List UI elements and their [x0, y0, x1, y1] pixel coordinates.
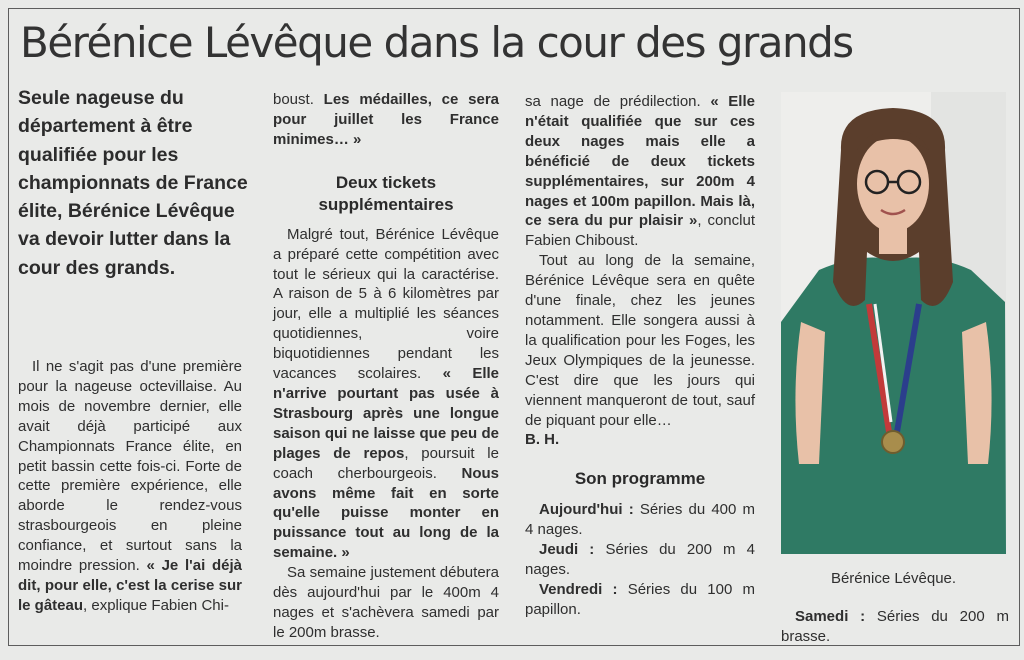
paragraph: Tout au long de la semaine, Bérénice Lévêque sera en quête d'une finale, chez les jeunes notamment. Elle songera aussi à la qualification pour les Foges, les Jeux Olympiques de la jeunesse. C'est dire que les jours qui viennent manqueront de tout, sauf de piquant pour elle… — [525, 252, 755, 429]
author-signature — [525, 430, 755, 450]
section-heading: Son programme — [574, 469, 706, 489]
paragraph — [273, 90, 499, 150]
photo-caption: Bérénice Lévêque. — [830, 570, 957, 587]
quote: « Elle n'arrive pourtant pas usée à Strasbourg après une longue saison qui ne laisse que peu de plages de repos — [273, 365, 499, 462]
schedule-item — [525, 540, 755, 580]
paragraph — [273, 225, 499, 563]
paragraph-text: , poursuit le coach cherbourgeois. — [273, 444, 499, 482]
athlete-photo — [781, 92, 1006, 554]
schedule-item — [525, 500, 755, 540]
paragraph-text: , explique Fabien Chi- — [83, 596, 229, 614]
schedule-day: Aujourd'hui : — [539, 501, 634, 519]
signature-text: B. H. — [525, 431, 560, 449]
article-column-2 — [273, 90, 499, 643]
paragraph-text: boust. — [273, 91, 324, 108]
section-heading: Deux tickets supplémentaires — [318, 172, 454, 214]
quote: Les médailles, ce sera pour juillet les France minimes… » — [273, 91, 500, 148]
schedule-day: Samedi : — [795, 608, 866, 625]
article-headline: Bérénice Lévêque dans la cour des grands — [20, 18, 853, 67]
paragraph — [18, 357, 242, 616]
schedule-item — [525, 580, 755, 620]
paragraph-text: Malgré tout, Bérénice Lévêque a préparé cette compétition avec tout le sérieux qui la caractérise. A raison de 5 à 6 kilomètres par jour, elle a multiplié les séances quotidiennes, voire biquotidiennes pendant les vacances scolaires. — [273, 225, 499, 383]
article-column-3 — [525, 92, 755, 620]
paragraph-text: Il ne s'agit pas d'une première pour la nageuse octevillaise. Au mois de novembre dernier, elle avait déjà participé aux Championnats France élite, en petit bassin cette fois-ci. Forte de cette première expérience, elle aborde le rendez-vous strasbourgeois en pleine confiance, et surtout sans la moindre pression. — [18, 358, 242, 575]
schedule-day: Jeudi : — [539, 541, 595, 559]
quote: « Je l'ai déjà dit, pour elle, c'est la cerise sur le gâteau — [18, 557, 242, 614]
schedule-event: Séries du 200 m brasse. — [781, 608, 1009, 645]
paragraph: Sa semaine justement débutera dès aujourd'hui par le 400m 4 nages et s'achèvera samedi par le 200m brasse. — [273, 564, 499, 641]
schedule-event: Séries du 100 m papillon. — [525, 580, 755, 618]
quote: « Elle n'était qualifiée que sur ces deux nages mais elle a bénéficié de deux tickets supplémentaires, sur 200m 4 nages et 100m papillon. Mais là, ce sera du pur plaisir » — [525, 93, 755, 230]
schedule-event: Séries du 200 m 4 nages. — [525, 541, 756, 579]
swimmer-portrait-icon — [781, 92, 1006, 554]
quote: Nous avons même fait en sorte qu'elle puisse monter en puissance tout au long de la semaine. » — [273, 464, 499, 562]
paragraph-text: sa nage de prédilection. — [525, 93, 711, 110]
article-column-4 — [781, 607, 1009, 647]
schedule-event: Séries du 400 m 4 nages. — [525, 501, 755, 539]
article-column-1 — [18, 357, 242, 616]
schedule-item — [781, 607, 1009, 647]
schedule-day: Vendredi : — [539, 580, 618, 598]
paragraph — [525, 92, 755, 251]
paragraph-text: , conclut Fabien Chiboust. — [525, 212, 755, 250]
article-lead: Seule nageuse du département à être qualifiée pour les championnats de France élite, Bérénice Lévêque va devoir lutter dans la cour des grands. — [18, 87, 248, 279]
